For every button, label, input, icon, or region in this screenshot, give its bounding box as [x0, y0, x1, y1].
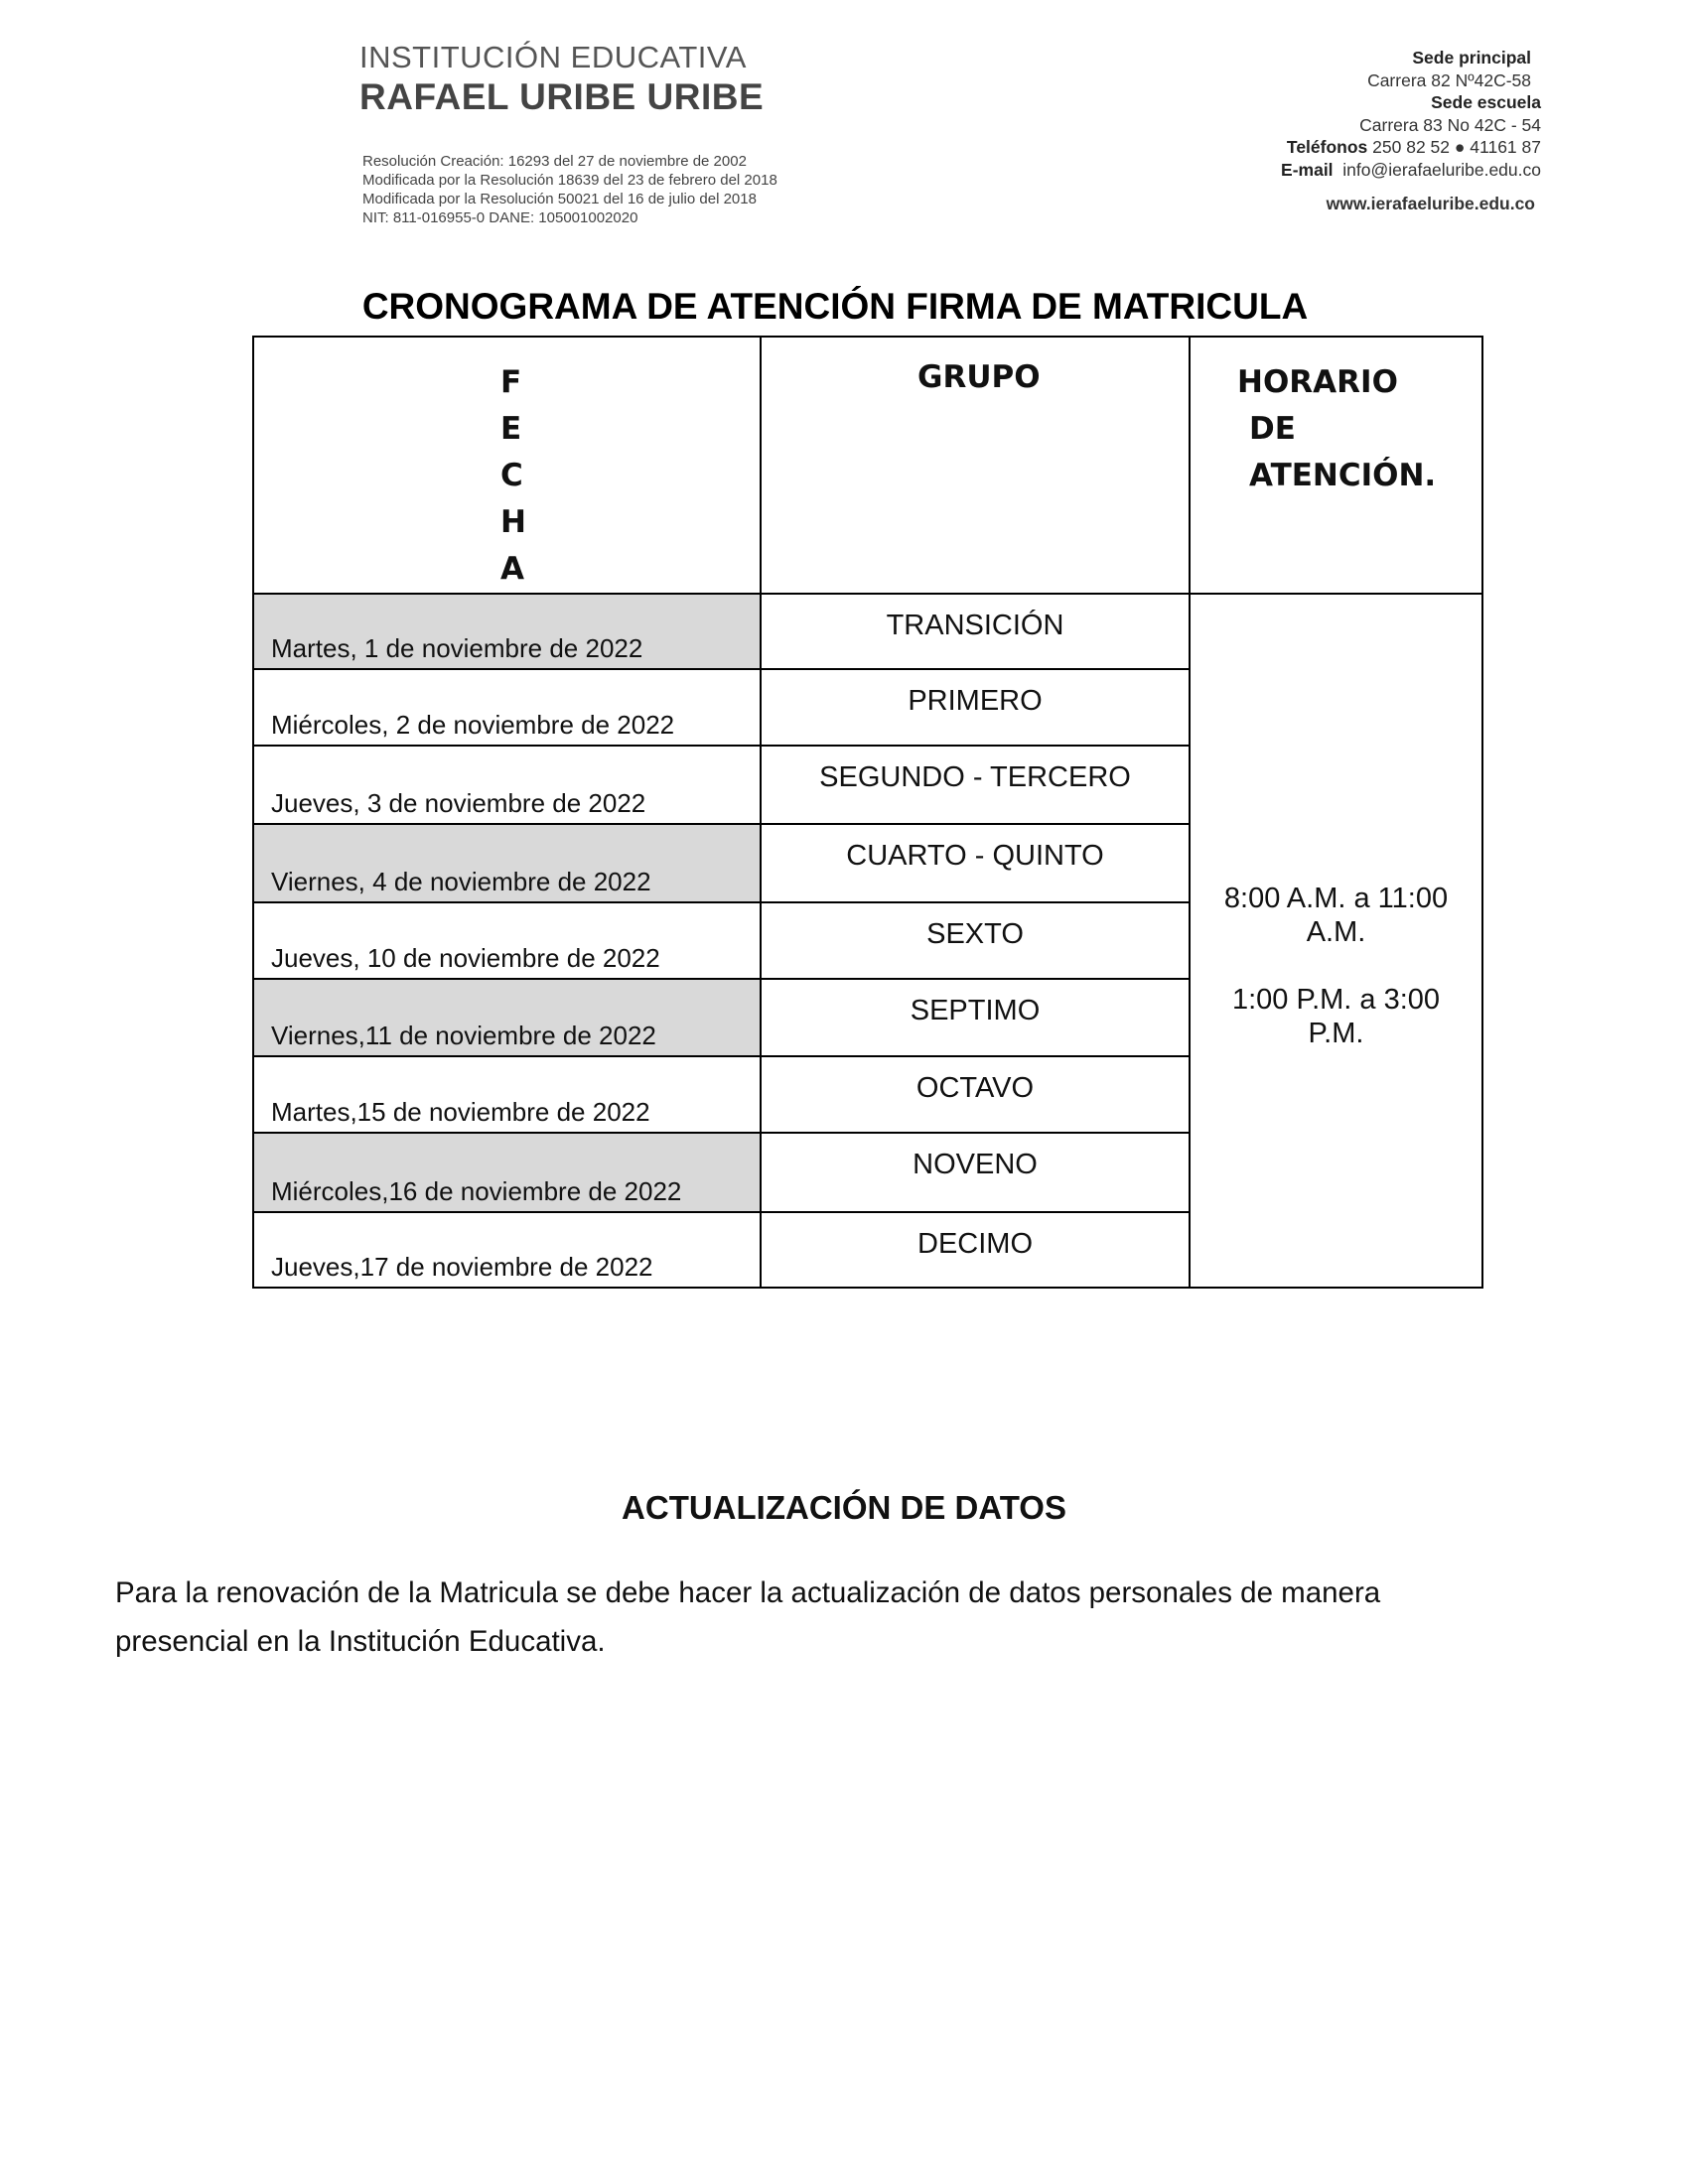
group-cell: NOVENO [761, 1133, 1190, 1212]
date-cell: Viernes,11 de noviembre de 2022 [253, 979, 761, 1056]
group-cell: SEXTO [761, 902, 1190, 979]
table-header-row [253, 337, 1482, 594]
date-cell: Miércoles, 2 de noviembre de 2022 [253, 669, 761, 746]
header-letter: A [500, 551, 524, 587]
group-cell: DECIMO [761, 1212, 1190, 1288]
hours-cell [1190, 594, 1482, 1288]
main-seat-address: Carrera 82 Nº42C-58 [1367, 69, 1531, 90]
date-cell: Jueves, 3 de noviembre de 2022 [253, 746, 761, 824]
group-cell: SEGUNDO - TERCERO [761, 746, 1190, 824]
date-cell: Jueves,17 de noviembre de 2022 [253, 1212, 761, 1288]
document-title-text: CRONOGRAMA DE ATENCIÓN FIRMA DE MATRICULA [361, 286, 1309, 327]
group-cell: CUARTO - QUINTO [761, 824, 1190, 902]
group-cell: TRANSICIÓN [761, 594, 1190, 669]
email-value: info@ierafaeluribe.edu.co [1342, 159, 1541, 180]
resolution-line: Modificada por la Resolución 50021 del 16 de julio del 2018 [362, 191, 757, 207]
header-letter: E [500, 411, 522, 447]
header-letter: F [500, 364, 522, 400]
resolutions-block [362, 152, 777, 227]
document-title [0, 286, 1688, 328]
nit-line: NIT: 811-016955-0 DANE: 105001002020 [362, 209, 638, 226]
header-horario-line: HORARIO [1237, 364, 1398, 400]
date-cell: Miércoles,16 de noviembre de 2022 [253, 1133, 761, 1212]
header-horario-line: ATENCIÓN. [1249, 458, 1437, 493]
group-cell: SEPTIMO [761, 979, 1190, 1056]
section-title [0, 1489, 1688, 1527]
institution-name: RAFAEL URIBE URIBE [359, 76, 765, 117]
header-letter: H [500, 504, 526, 540]
main-seat-label: Sede principal [1412, 48, 1531, 68]
contact-block [1281, 47, 1541, 215]
resolution-line: Modificada por la Resolución 18639 del 23 de febrero del 2018 [362, 172, 777, 189]
phones-label: Teléfonos [1286, 137, 1368, 157]
group-cell: PRIMERO [761, 669, 1190, 746]
phones-line [1281, 136, 1541, 159]
header-horario [1190, 337, 1482, 594]
date-cell: Martes,15 de noviembre de 2022 [253, 1056, 761, 1133]
school-seat-address: Carrera 83 No 42C - 54 [1359, 114, 1541, 135]
email-line [1281, 159, 1541, 182]
morning-hours-line: A.M. [1306, 915, 1366, 948]
afternoon-hours-line: 1:00 P.M. a 3:00 [1231, 983, 1441, 1016]
date-cell: Viernes, 4 de noviembre de 2022 [253, 824, 761, 902]
header-horario-line: DE [1249, 411, 1296, 447]
resolution-line: Resolución Creación: 16293 del 27 de noviembre de 2002 [362, 153, 747, 170]
schedule-table [252, 336, 1483, 1289]
school-seat-label: Sede escuela [1431, 92, 1541, 112]
date-cell: Martes, 1 de noviembre de 2022 [253, 594, 761, 669]
header-letter: C [500, 458, 523, 493]
date-cell: Jueves, 10 de noviembre de 2022 [253, 902, 761, 979]
section-title-text: ACTUALIZACIÓN DE DATOS [622, 1489, 1066, 1526]
header-grupo-label: GRUPO [917, 359, 1041, 395]
email-label: E-mail [1281, 159, 1334, 180]
table-row [253, 594, 1482, 669]
morning-hours-line: 8:00 A.M. a 11:00 [1223, 882, 1449, 914]
institution-type: INSTITUCIÓN EDUCATIVA [359, 40, 747, 74]
afternoon-hours-line: P.M. [1308, 1017, 1364, 1049]
header-fecha [253, 337, 761, 594]
group-cell: OCTAVO [761, 1056, 1190, 1133]
phones-value: 250 82 52 ● 41161 87 [1372, 137, 1541, 157]
section-paragraph: Para la renovación de la Matricula se debe hacer la actualización de datos personales de manera presencial en la Institución Educativa. [115, 1576, 1381, 1658]
header-grupo [761, 337, 1190, 594]
website: www.ierafaeluribe.edu.co [1326, 194, 1535, 213]
